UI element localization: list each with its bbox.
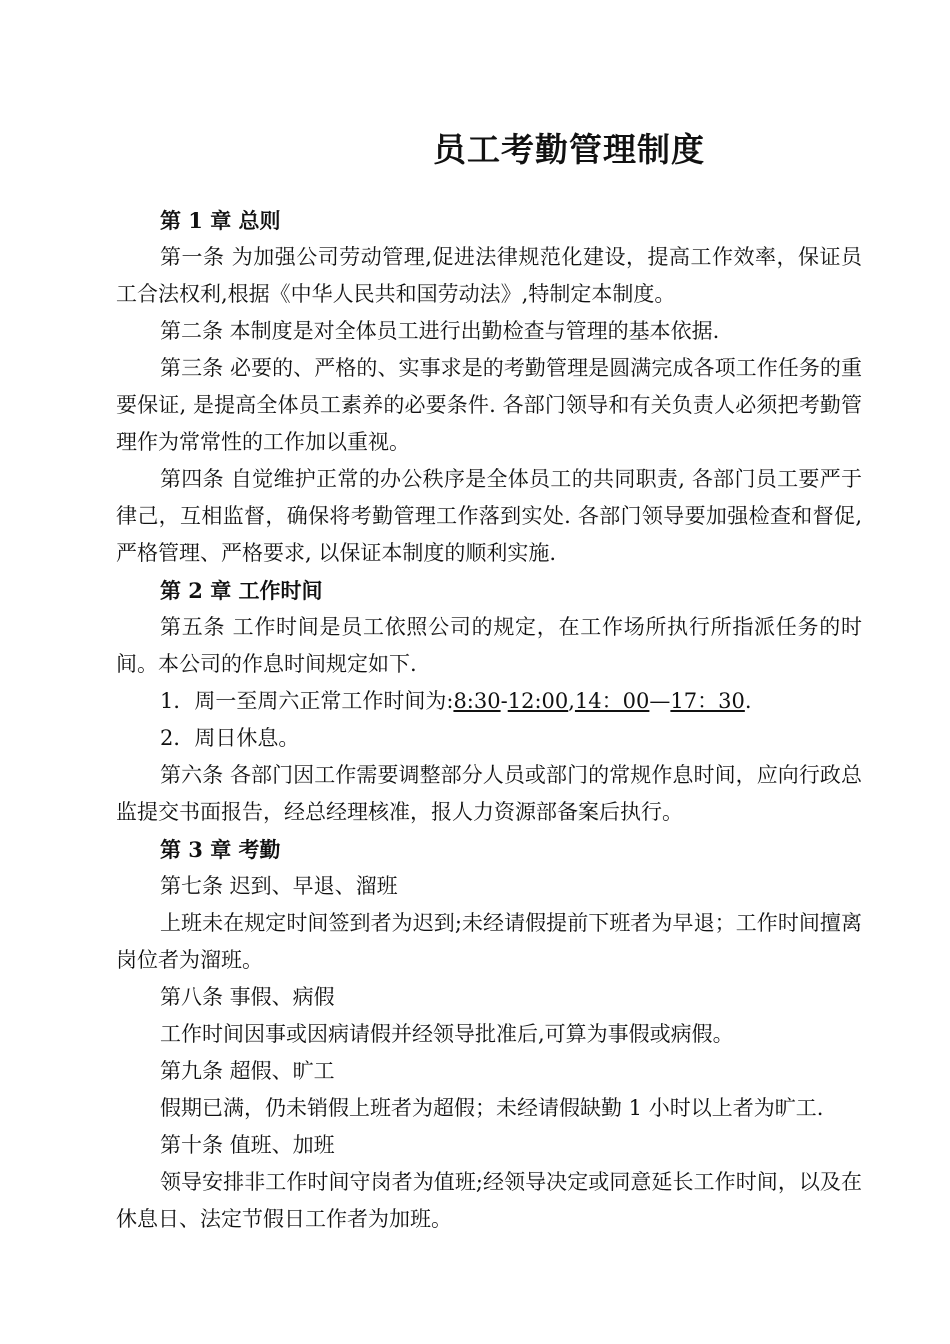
time-start-morning: 8:30 [453,689,501,713]
article-1: 第一条 为加强公司劳动管理,促进法律规范化建设，提高工作效率，保证员工合法权利,根据《中华人民共和国劳动法》,特制定本制度。 [116,245,862,306]
article-6: 第六条 各部门因工作需要调整部分人员或部门的常规作息时间，应向行政总监提交书面报告，经总经理核准，报人力资源部备案后执行。 [116,763,862,824]
article-2: 第二条 本制度是对全体员工进行出勤检查与管理的基本依据. [160,319,720,343]
article-7-body: 上班未在规定时间签到者为迟到;未经请假提前下班者为早退；工作时间擅离岗位者为溜班。 [116,911,862,972]
article-4: 第四条 自觉维护正常的办公秩序是全体员工的共同职责, 各部门员工要严于律己，互相监督，确保将考勤管理工作落到实处. 各部门领导要加强检查和督促, 严格管理、严格要求, 以保证本制度的顺利实施. [116,467,862,565]
article-5: 第五条 工作时间是员工依照公司的规定，在工作场所执行所指派任务的时间。本公司的作息时间规定如下. [116,615,862,676]
work-hours-prefix: 1．周一至周六正常工作时间为: [160,689,454,713]
time-end-morning: 12:00 [507,689,569,713]
sunday-rest-item: 2．周日休息。 [160,726,300,750]
time-separator: — [649,689,671,713]
article-7-heading: 第七条 迟到、早退、溜班 [160,874,398,898]
article-9-body: 假期已满，仍未销假上班者为超假；未经请假缺勤 1 小时以上者为旷工. [160,1096,824,1120]
article-9-heading: 第九条 超假、旷工 [160,1059,335,1083]
time-end-afternoon: 17：30 [670,689,745,713]
time-separator: , [568,689,575,713]
time-start-afternoon: 14：00 [574,689,650,713]
article-10-heading: 第十条 值班、加班 [160,1133,335,1157]
chapter-3-heading: 第 3 章 考勤 [160,837,281,862]
article-8-body: 工作时间因事或因病请假并经领导批准后,可算为事假或病假。 [160,1022,734,1046]
article-3: 第三条 必要的、严格的、实事求是的考勤管理是圆满完成各项工作任务的重要保证, 是提高全体员工素养的必要条件. 各部门领导和有关负责人必须把考勤管理作为常常性的工作加以重视。 [116,356,862,454]
chapter-1-heading: 第 1 章 总则 [160,208,281,233]
article-10-body: 领导安排非工作时间守岗者为值班;经领导决定或同意延长工作时间，以及在休息日、法定节假日工作者为加班。 [116,1170,862,1231]
work-hours-item [116,683,862,720]
document-title: 员工考勤管理制度 [433,130,705,169]
chapter-2-heading: 第 2 章 工作时间 [160,578,323,603]
time-separator: - [500,689,508,713]
work-hours-suffix: . [744,689,752,713]
article-8-heading: 第八条 事假、病假 [160,985,335,1009]
